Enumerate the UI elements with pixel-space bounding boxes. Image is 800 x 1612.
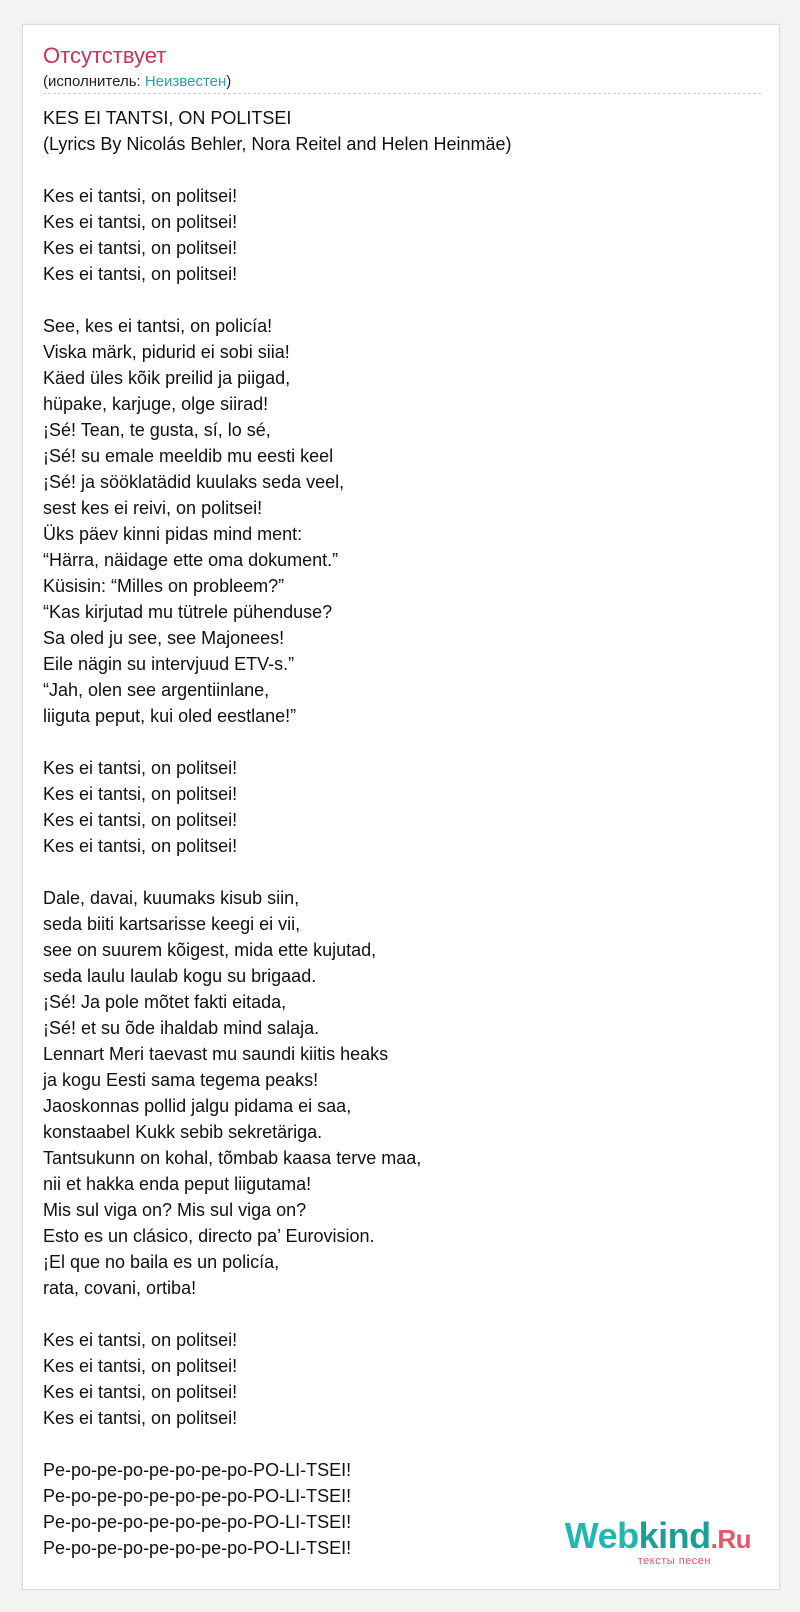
lyric-line	[43, 859, 759, 885]
lyric-line: Üks päev kinni pidas mind ment:	[43, 524, 303, 544]
lyric-line: KES EI TANTSI, ON POLITSEI	[43, 108, 292, 128]
lyric-line: Pe-po-pe-po-pe-po-pe-po-PO-LI-TSEI!	[43, 1512, 352, 1532]
lyric-line: Kes ei tantsi, on politsei!	[43, 1356, 238, 1376]
lyric-line: seda laulu laulab kogu su brigaad.	[43, 966, 317, 986]
lyric-line: Kes ei tantsi, on politsei!	[43, 238, 238, 258]
artist-prefix: (исполнитель:	[43, 73, 145, 90]
logo-tagline: тексты песен	[637, 1555, 711, 1567]
lyric-line: Eile nägin su intervjuud ETV-s.”	[43, 654, 295, 674]
lyric-line: seda biiti kartsarisse keegi ei vii,	[43, 914, 301, 934]
lyric-line: Pe-po-pe-po-pe-po-pe-po-PO-LI-TSEI!	[43, 1538, 352, 1558]
lyric-line: Kes ei tantsi, on politsei!	[43, 810, 238, 830]
lyric-line: ¡Sé! Ja pole mõtet fakti eitada,	[43, 992, 287, 1012]
lyric-line: sest kes ei reivi, on politsei!	[43, 498, 263, 518]
lyric-line: See, kes ei tantsi, on policía!	[43, 316, 273, 336]
lyric-line: ¡El que no baila es un policía,	[43, 1252, 280, 1272]
lyric-line: hüpake, karjuge, olge siirad!	[43, 394, 269, 414]
lyric-line: Pe-po-pe-po-pe-po-pe-po-PO-LI-TSEI!	[43, 1486, 352, 1506]
artist-suffix: )	[226, 73, 232, 90]
lyric-line: Lennart Meri taevast mu saundi kiitis heaks	[43, 1044, 389, 1064]
lyric-line: ¡Sé! Tean, te gusta, sí, lo sé,	[43, 420, 271, 440]
site-logo[interactable]	[564, 1515, 751, 1567]
logo-kind: kind	[638, 1515, 711, 1556]
lyric-line: Jaoskonnas pollid jalgu pidama ei saa,	[43, 1096, 352, 1116]
logo-web: Web	[564, 1515, 639, 1556]
lyric-line: Kes ei tantsi, on politsei!	[43, 836, 238, 856]
lyric-line: ¡Sé! su emale meeldib mu eesti keel	[43, 446, 334, 466]
lyric-line	[43, 287, 759, 313]
song-title: Отсутствует	[43, 43, 167, 68]
lyric-line: Esto es un clásico, directo pa’ Eurovision.	[43, 1226, 375, 1246]
lyric-line: Kes ei tantsi, on politsei!	[43, 264, 238, 284]
lyric-line: ja kogu Eesti sama tegema peaks!	[43, 1070, 319, 1090]
lyric-line	[43, 1301, 759, 1327]
lyric-line	[43, 729, 759, 755]
lyric-line: nii et hakka enda peput liigutama!	[43, 1174, 312, 1194]
logo-ru: .Ru	[710, 1524, 751, 1554]
lyric-line: see on suurem kõigest, mida ette kujutad,	[43, 940, 377, 960]
lyric-line: (Lyrics By Nicolás Behler, Nora Reitel and Helen Heinmäe)	[43, 134, 512, 154]
lyric-line: Kes ei tantsi, on politsei!	[43, 186, 238, 206]
lyric-line: Küsisin: “Milles on probleem?”	[43, 576, 285, 596]
lyric-line: Sa oled ju see, see Majonees!	[43, 628, 285, 648]
artist-link[interactable]: Неизвестен	[144, 73, 227, 90]
lyrics-text	[43, 105, 759, 1561]
lyric-line	[43, 1431, 759, 1457]
lyric-line: Kes ei tantsi, on politsei!	[43, 212, 238, 232]
lyric-line: “Jah, olen see argentiinlane,	[43, 680, 270, 700]
lyrics-card	[22, 24, 780, 1590]
lyric-line: Käed üles kõik preilid ja piigad,	[43, 368, 291, 388]
lyric-line: Kes ei tantsi, on politsei!	[43, 784, 238, 804]
lyric-line: Viska märk, pidurid ei sobi siia!	[43, 342, 290, 362]
lyric-line	[43, 157, 759, 183]
lyric-line: Pe-po-pe-po-pe-po-pe-po-PO-LI-TSEI!	[43, 1460, 352, 1480]
lyric-line: “Kas kirjutad mu tütrele pühenduse?	[43, 602, 333, 622]
lyric-line: ¡Sé! et su õde ihaldab mind salaja.	[43, 1018, 320, 1038]
lyric-line: Mis sul viga on? Mis sul viga on?	[43, 1200, 307, 1220]
logo-wordmark	[564, 1515, 751, 1557]
lyric-line: liiguta peput, kui oled eestlane!”	[43, 706, 297, 726]
lyric-line: ¡Sé! ja sööklatädid kuulaks seda veel,	[43, 472, 345, 492]
lyric-line: Kes ei tantsi, on politsei!	[43, 1382, 238, 1402]
lyric-line: konstaabel Kukk sebib sekretäriga.	[43, 1122, 323, 1142]
lyric-line: Tantsukunn on kohal, tõmbab kaasa terve maa,	[43, 1148, 422, 1168]
lyric-line: “Härra, näidage ette oma dokument.”	[43, 550, 339, 570]
artist-line	[43, 73, 231, 91]
lyric-line: Kes ei tantsi, on politsei!	[43, 1330, 238, 1350]
lyric-line: Kes ei tantsi, on politsei!	[43, 758, 238, 778]
lyric-line: Dale, davai, kuumaks kisub siin,	[43, 888, 300, 908]
lyric-line: Kes ei tantsi, on politsei!	[43, 1408, 238, 1428]
header-divider	[43, 93, 761, 94]
lyric-line: rata, covani, ortiba!	[43, 1278, 197, 1298]
